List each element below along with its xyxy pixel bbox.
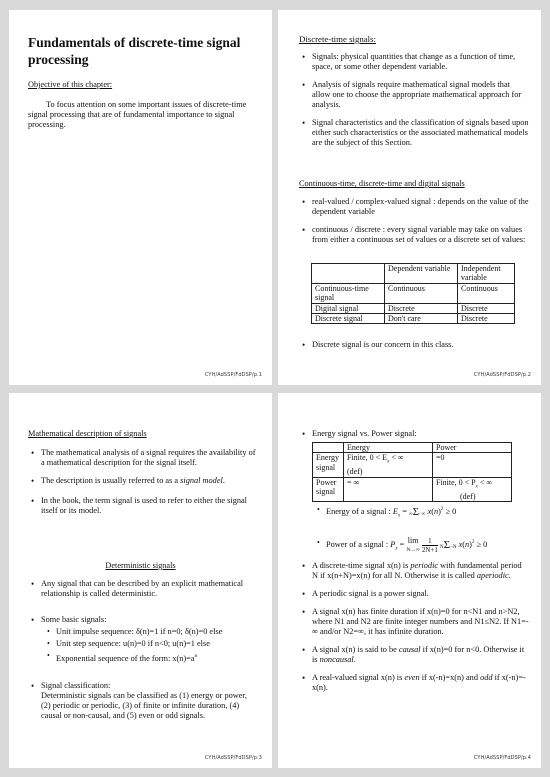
table-cell: Finite, $0 < E_x$ < ∞ (def) bbox=[344, 453, 433, 477]
emphasis: odd bbox=[480, 673, 493, 682]
sum-symbol: NΣ−N bbox=[440, 539, 457, 552]
table-cell bbox=[312, 264, 385, 284]
table-row bbox=[312, 283, 515, 303]
section-heading: Mathematical description of signals bbox=[28, 429, 147, 438]
list-item: • Discrete signal is our concern in this class. bbox=[297, 340, 529, 350]
list-item bbox=[26, 681, 258, 721]
list-item: • Signals: physical quantities that change as a function of time, space, or some other dependent variable. bbox=[297, 52, 529, 72]
slide-1 bbox=[9, 10, 272, 385]
table-cell: Independent variable bbox=[458, 264, 515, 284]
table-cell: Dependent variable bbox=[385, 264, 458, 284]
table-cell: Digital signal bbox=[312, 303, 385, 313]
table-cell: Don't care bbox=[385, 314, 458, 324]
table-cell: Energy signal bbox=[313, 453, 344, 477]
list-item: • The description is usually referred to as a signal model. bbox=[26, 476, 256, 486]
list-item bbox=[297, 673, 529, 693]
bullet-list-3 bbox=[297, 340, 529, 350]
emphasis: aperiodic bbox=[476, 571, 509, 580]
list-item: • Analysis of signals require mathematical signal models that allow one to choose the appropriate mathematical approach for analysis. bbox=[297, 80, 529, 110]
text-span: < ∞ bbox=[477, 477, 493, 487]
table-header-row bbox=[313, 443, 512, 453]
power-label: Power of a signal : bbox=[326, 540, 389, 550]
bullet-list-4 bbox=[26, 681, 258, 721]
text-span: Finite, 0 < E bbox=[347, 453, 388, 463]
text-span: if x(n)=0 for n<0. Otherwise it is bbox=[312, 645, 525, 664]
list-item: • A signal x(n) has finite duration if x(n)=0 for n<N1 and n>N2, where N1 and N2 are finite integer numbers and N1≤N2. If N1=-∞ and/or N2=∞, it has infinite duration. bbox=[297, 607, 529, 637]
bullet-list-2 bbox=[297, 197, 529, 245]
table-cell: Finite, $0 < P_x$ < ∞ (def) bbox=[433, 477, 512, 501]
fraction: $\frac{1}{2N+1}$ bbox=[421, 536, 438, 554]
emphasis: even bbox=[404, 673, 420, 682]
energy-label: Energy of a signal : bbox=[326, 506, 391, 516]
power-formula: • Power of a signal : $P_x = \lim$ N→∞ $\frac{1}{2N+1}$ NΣ−N $x(n)^2 \ge 0$ bbox=[311, 534, 529, 558]
list-item bbox=[26, 615, 256, 664]
table-cell: Discrete bbox=[458, 314, 515, 324]
slide-title: Fundamentals of discrete-time signal processing bbox=[28, 35, 241, 67]
table-row bbox=[313, 453, 512, 477]
slide-2 bbox=[278, 10, 541, 385]
subsection-heading: Continuous-time, discrete-time and digital signals bbox=[299, 179, 465, 188]
table-cell: Discrete signal bbox=[312, 314, 385, 324]
table-cell: Continuous-time signal bbox=[312, 283, 385, 303]
list-item: • The mathematical analysis of a signal requires the availability of a mathematical description for the signal itself. bbox=[26, 448, 256, 468]
deterministic-heading: Deterministic signals bbox=[105, 561, 176, 570]
classification-heading: • Signal classification: bbox=[41, 681, 111, 690]
text-span: with fundamental period N if x(n+N)=x(n) for all N. Otherwise it is called bbox=[312, 561, 522, 580]
list-item: • continuous / discrete : every signal variable may take on values from either a continuous set of values or a discrete set of values: bbox=[297, 225, 529, 245]
text-span: A signal x(n) is said to be bbox=[312, 645, 397, 654]
table-cell bbox=[313, 443, 344, 453]
bullet-list-2 bbox=[26, 579, 256, 599]
slide-3 bbox=[9, 393, 272, 768]
emphasis: periodic bbox=[410, 561, 439, 570]
text-span: (def) bbox=[347, 467, 363, 477]
table-row bbox=[312, 314, 515, 324]
page-footer: CYH/AdSSP/FdDSP/p.4 bbox=[473, 755, 531, 761]
objective-text: To focus attention on some important issues of discrete-time signal processing that are of fundamental importance to signal processing. bbox=[28, 100, 247, 129]
signal-table bbox=[311, 263, 515, 324]
list-item: • Unit step sequence: u(n)=0 if n<0; u(n)=1 else bbox=[41, 639, 256, 649]
text-span: A real-valued signal x(n) is bbox=[312, 673, 403, 682]
table-cell: Continuous bbox=[385, 283, 458, 303]
table-cell: Discrete bbox=[385, 303, 458, 313]
text-span: A discrete-time signal x(n) is bbox=[312, 561, 409, 570]
page-footer: CYH/AdSSP/FdDSP/p.2 bbox=[473, 372, 531, 378]
list-item: • A periodic signal is a power signal. bbox=[297, 589, 529, 599]
text-span: Exponential sequence of the form: x(n)=a bbox=[56, 653, 195, 663]
formula-list bbox=[311, 502, 529, 559]
text-span: Finite, 0 < P bbox=[436, 477, 476, 487]
table-cell: Energy bbox=[344, 443, 433, 453]
basic-signals-heading: Some basic signals: bbox=[41, 615, 107, 624]
section-heading: Discrete-time signals: bbox=[299, 34, 376, 44]
list-item: • A signal x(n) is said to be causal if x(n)=0 for n<0. Otherwise it is noncausal. bbox=[297, 645, 529, 665]
page-footer: CYH/AdSSP/FdDSP/p.3 bbox=[204, 755, 262, 761]
emphasis: noncausal bbox=[319, 655, 354, 664]
exponent: n bbox=[194, 653, 198, 659]
table-row bbox=[312, 303, 515, 313]
table-cell: = ∞ bbox=[344, 477, 433, 501]
text-span: if x(-n)=-x(n). bbox=[312, 673, 526, 692]
text-span: if x(-n)=x(n) and bbox=[421, 673, 478, 682]
emphasis: signal model bbox=[180, 476, 223, 485]
table-cell: Power signal bbox=[313, 477, 344, 501]
list-item: • real-valued / complex-valued signal : depends on the value of the dependent variable bbox=[297, 197, 529, 217]
energy-formula: • Energy of a signal : $E_x = \infty\Sigma-\infty$ $x(n)^2 \ge 0$ bbox=[311, 502, 529, 524]
text-span: < ∞ bbox=[389, 453, 404, 463]
text-span: (def) bbox=[460, 491, 476, 501]
bullet-list-3 bbox=[26, 615, 256, 664]
list-item: • Signal characteristics and the classification of signals based upon either such characteristics or the associated mathematical models are the subject of this Section. bbox=[297, 118, 529, 148]
sum-symbol: ∞Σ−∞ bbox=[409, 505, 426, 518]
list-item: • In the book, the term signal is used to refer to either the signal itself or its model. bbox=[26, 496, 256, 516]
list-item: • Any signal that can be described by an explicit mathematical relationship is called deterministic. bbox=[26, 579, 256, 599]
energy-power-table bbox=[312, 442, 512, 502]
objective-heading: Objective of this chapter: bbox=[28, 80, 113, 89]
sub-list bbox=[41, 627, 256, 664]
list-item: • Unit impulse sequence: δ(n)=1 if n=0; δ(n)=0 else bbox=[41, 627, 256, 637]
table-cell: Continuous bbox=[458, 283, 515, 303]
bullet-list bbox=[297, 429, 529, 439]
bullet-list bbox=[297, 52, 529, 148]
emphasis: causal bbox=[398, 645, 421, 654]
table-row bbox=[313, 477, 512, 501]
bullet-list-2 bbox=[297, 561, 529, 693]
list-item: • Energy signal vs. Power signal: bbox=[297, 429, 529, 439]
list-item: • A discrete-time signal x(n) is periodic with fundamental period N if x(n+N)=x(n) for all N. Otherwise it is called aperiodic. bbox=[297, 561, 529, 581]
text-span: The description is usually referred to as a bbox=[41, 476, 179, 485]
slide-4 bbox=[278, 393, 541, 768]
list-item bbox=[41, 651, 256, 664]
table-cell: Power bbox=[433, 443, 512, 453]
table-cell: =0 bbox=[433, 453, 512, 477]
table-cell: Discrete bbox=[458, 303, 515, 313]
limit-symbol: lim N→∞ bbox=[406, 535, 420, 553]
bullet-list bbox=[26, 448, 256, 516]
classification-text: Deterministic signals can be classified as (1) energy or power, (2) periodic or periodic, (3) of finite or infinite duration, (4) causal or non-causal, and (5) even or odd signals. bbox=[41, 691, 247, 720]
page-footer: CYH/AdSSP/FdDSP/p.1 bbox=[204, 372, 262, 378]
table-header-row bbox=[312, 264, 515, 284]
